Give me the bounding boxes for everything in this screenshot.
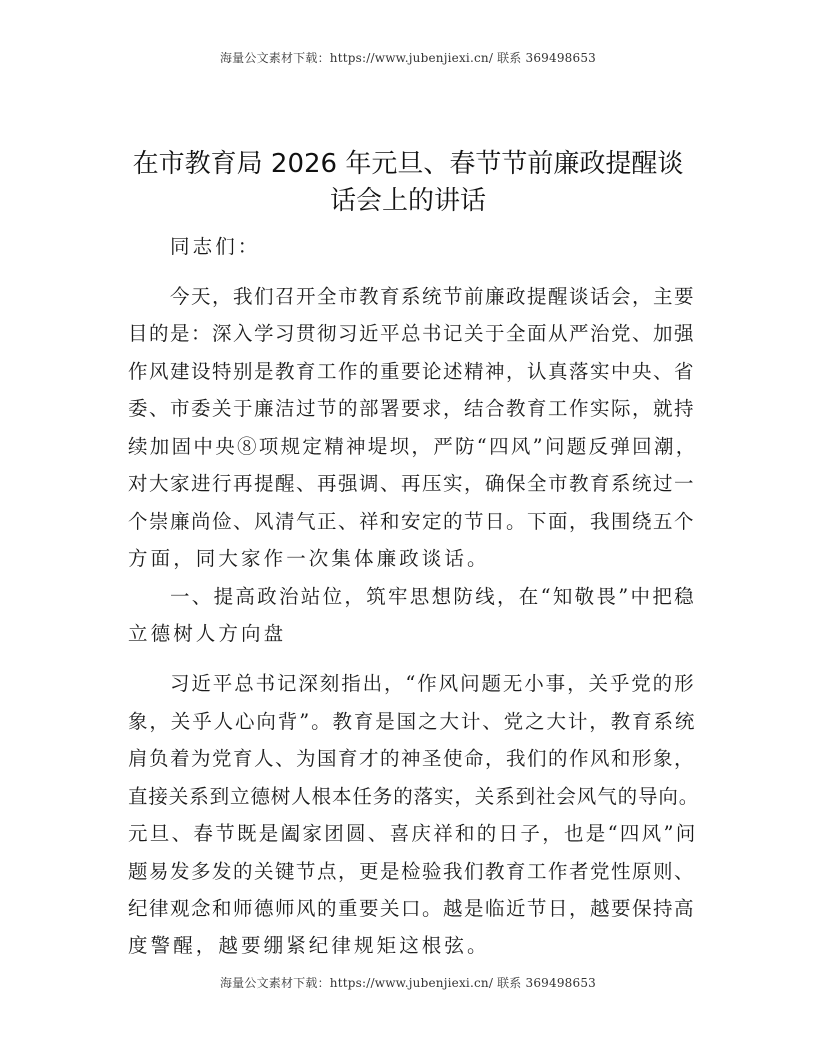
paragraph-line: 个崇廉尚俭、风清气正、祥和安定的节日。下面，我围绕五个 — [128, 510, 696, 533]
paragraph-line: 作风建设特别是教育工作的重要论述精神，认真落实中央、省 — [128, 360, 696, 383]
paragraph-line: 目的是：深入学习贯彻习近平总书记关于全面从严治党、加强 — [128, 322, 696, 345]
paragraph-line: 度警醒，越要绷紧纪律规矩这根弦。 — [128, 934, 490, 957]
page-header-watermark: 海量公文素材下载：https://www.jubenjiexi.cn/ 联系 369498653 — [219, 51, 597, 65]
paragraph-line: 委、市委关于廉洁过节的部署要求，结合教育工作实际，就持 — [128, 397, 696, 420]
document-title-line-2: 话会上的讲话 — [329, 186, 486, 216]
paragraph-line: 方面，同大家作一次集体廉政谈话。 — [128, 547, 490, 570]
paragraph-line: 习近平总书记深刻指出，“作风问题无小事，关乎党的形 — [170, 672, 696, 695]
paragraph-line: 元旦、春节既是阖家团圆、喜庆祥和的日子，也是“四风”问 — [128, 822, 698, 845]
heading-line: 一、提高政治站位，筑牢思想防线，在“知敬畏”中把稳 — [170, 585, 696, 608]
salutation: 同志们： — [170, 235, 261, 258]
paragraph-line: 肩负着为党育人、为国育才的神圣使命，我们的作风和形象， — [128, 747, 696, 770]
heading-line: 立德树人方向盘 — [128, 622, 287, 645]
page-footer-watermark: 海量公文素材下载：https://www.jubenjiexi.cn/ 联系 369498653 — [219, 976, 597, 990]
paragraph-line: 象，关乎人心向背”。教育是国之大计、党之大计，教育系统 — [128, 710, 697, 733]
paragraph-line: 直接关系到立德树人根本任务的落实，关系到社会风气的导向。 — [128, 785, 700, 808]
paragraph-line: 今天，我们召开全市教育系统节前廉政提醒谈话会，主要 — [170, 285, 696, 308]
document-title-line-1: 在市教育局 2026 年元旦、春节节前廉政提醒谈 — [132, 149, 684, 179]
paragraph-line: 续加固中央⑧项规定精神堤坝，严防“四风”问题反弹回潮， — [128, 435, 698, 458]
paragraph-line: 纪律观念和师德师风的重要关口。越是临近节日，越要保持高 — [128, 897, 696, 920]
paragraph-line: 题易发多发的关键节点，更是检验我们教育工作者党性原则、 — [128, 860, 696, 883]
paragraph-line: 对大家进行再提醒、再强调、再压实，确保全市教育系统过一 — [128, 472, 696, 495]
